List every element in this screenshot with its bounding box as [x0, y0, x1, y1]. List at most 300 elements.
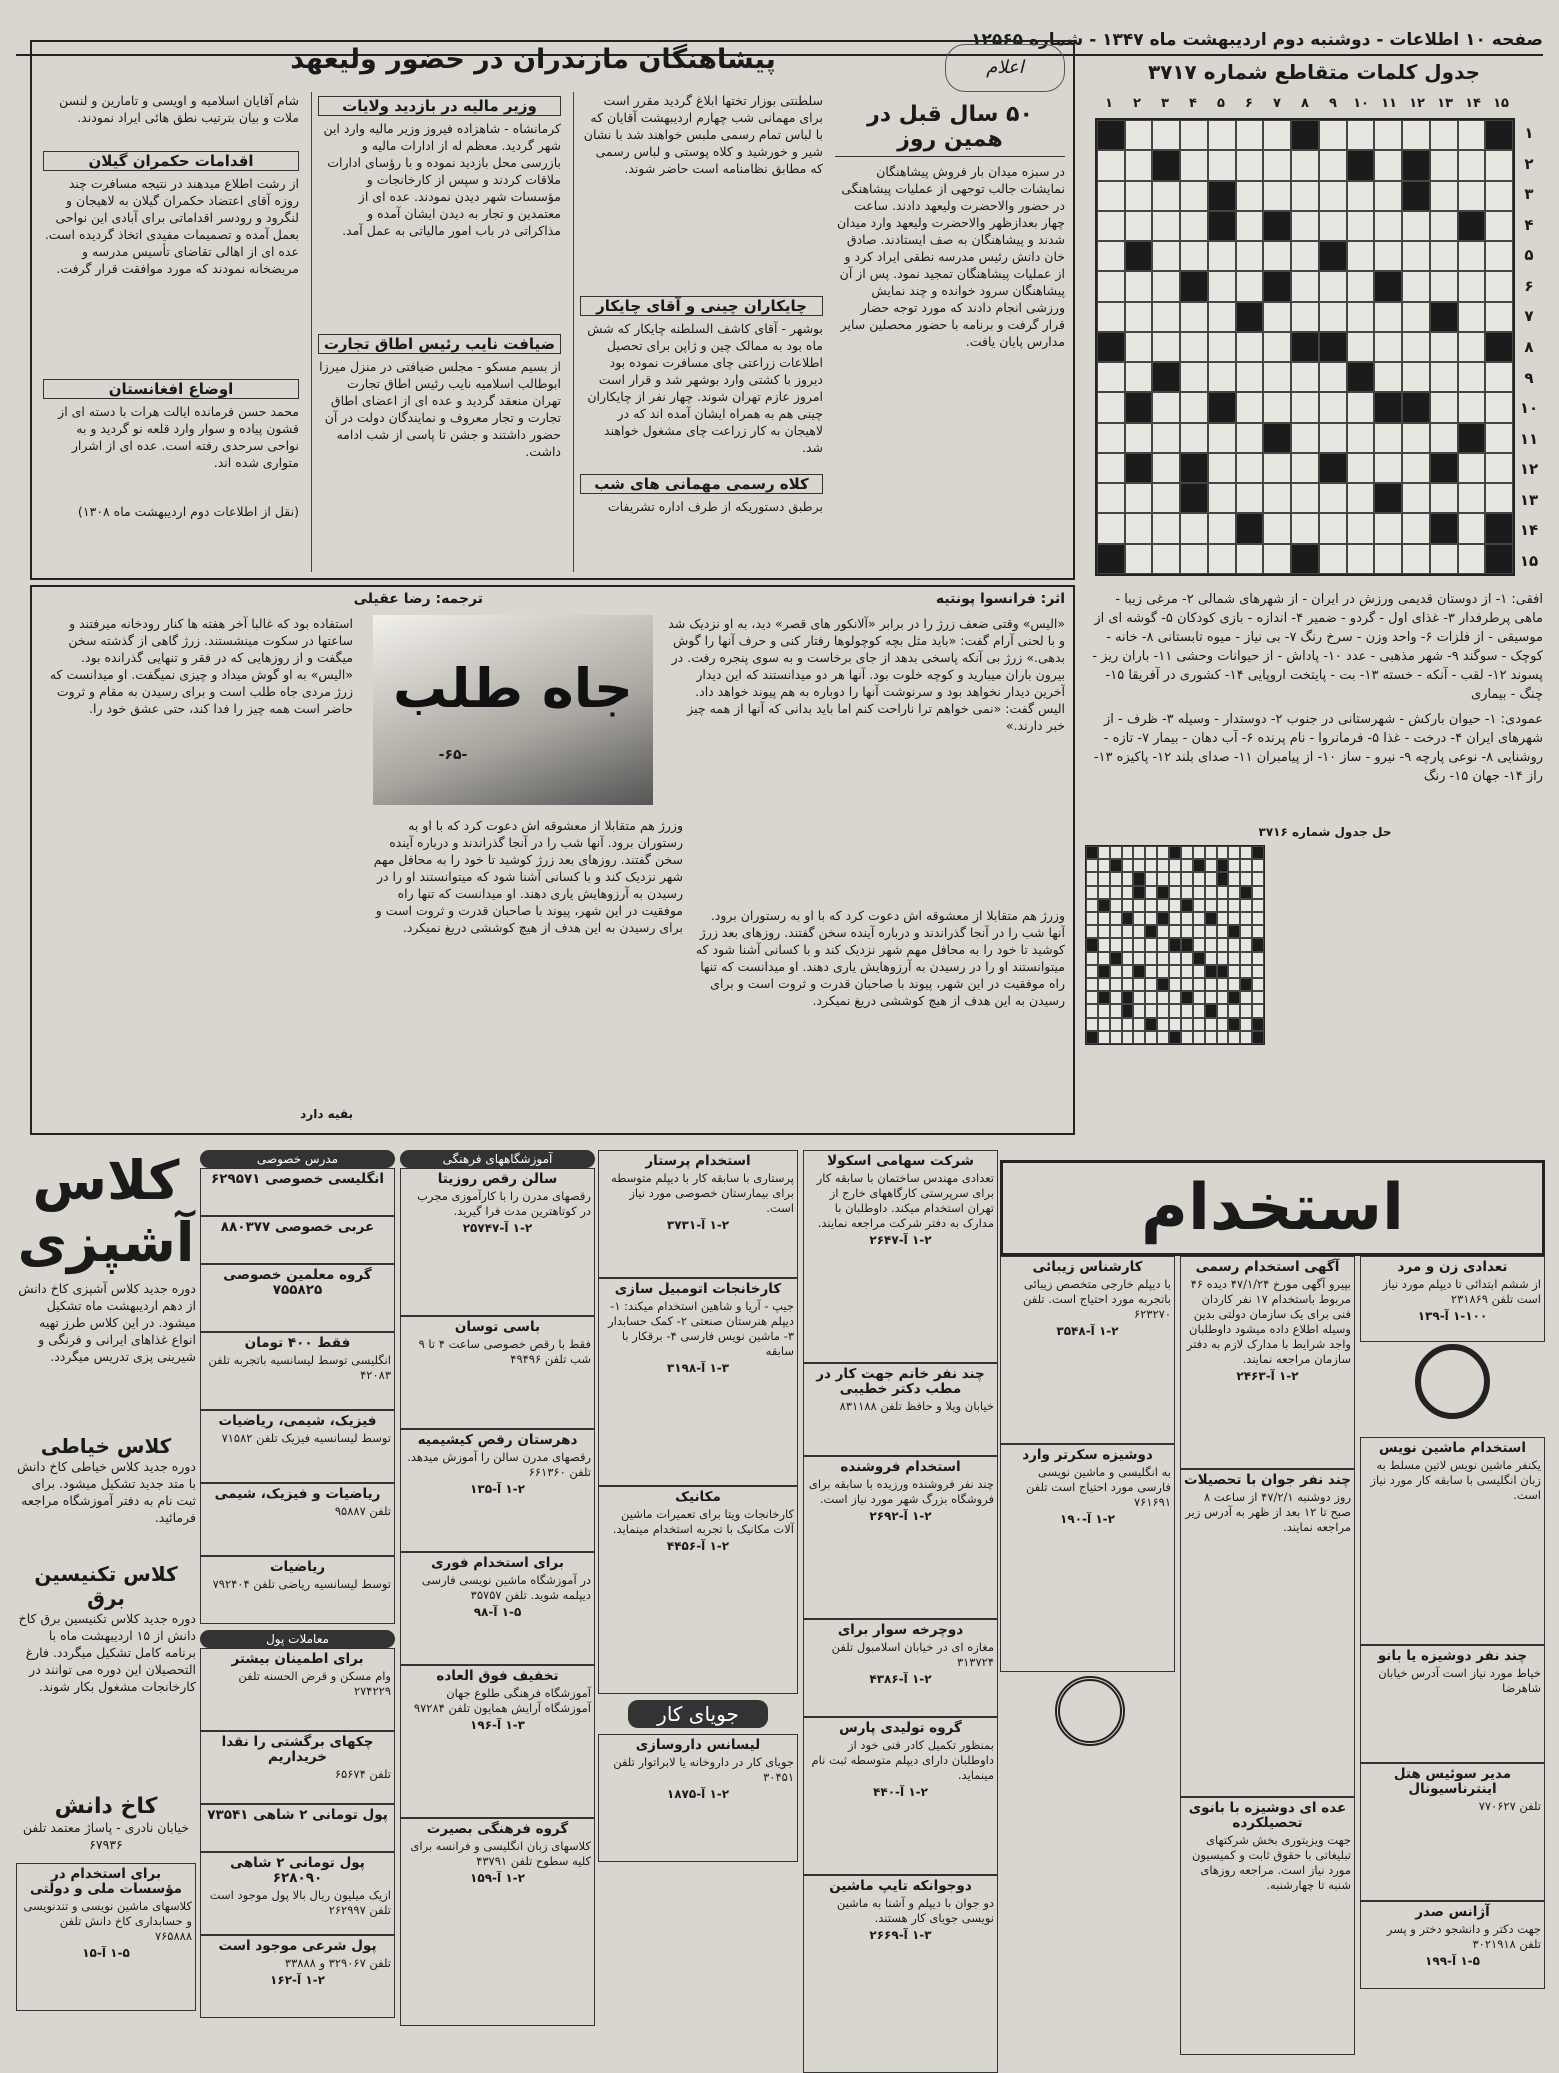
crossword-cell[interactable]	[1180, 211, 1208, 241]
crossword-cell[interactable]	[1208, 302, 1236, 332]
crossword-cell[interactable]	[1485, 181, 1513, 211]
crossword-cell[interactable]	[1097, 211, 1125, 241]
crossword-cell[interactable]	[1125, 181, 1153, 211]
ad-salesperson[interactable]	[803, 1456, 998, 1619]
crossword-cell[interactable]	[1458, 392, 1486, 422]
crossword-cell[interactable]	[1430, 150, 1458, 180]
crossword-cell[interactable]	[1208, 483, 1236, 513]
crossword-cell[interactable]	[1485, 150, 1513, 180]
crossword-cell[interactable]	[1097, 241, 1125, 271]
crossword-cell[interactable]	[1152, 271, 1180, 301]
crossword-cell[interactable]	[1430, 241, 1458, 271]
crossword-cell[interactable]	[1291, 302, 1319, 332]
organization-seal-icon	[1055, 1676, 1125, 1746]
crossword-cell[interactable]	[1263, 544, 1291, 574]
crossword-cell[interactable]	[1097, 423, 1125, 453]
crossword-cell[interactable]	[1374, 332, 1402, 362]
crossword-col-number: ۷	[1273, 96, 1281, 111]
crossword-black-cell	[1086, 1031, 1098, 1044]
crossword-cell	[1228, 912, 1240, 925]
crossword-cell[interactable]	[1180, 241, 1208, 271]
crossword-cell[interactable]	[1097, 483, 1125, 513]
crossword-cell	[1098, 1018, 1110, 1031]
crossword-cell[interactable]	[1374, 211, 1402, 241]
crossword-black-cell	[1347, 150, 1375, 180]
crossword-cell	[1122, 925, 1134, 938]
crossword-cell[interactable]	[1319, 302, 1347, 332]
crossword-cell[interactable]	[1125, 302, 1153, 332]
crossword-cell[interactable]	[1125, 513, 1153, 543]
crossword-cell[interactable]	[1263, 150, 1291, 180]
crossword-cell[interactable]	[1347, 302, 1375, 332]
school-address: خیابان نادری - پاساژ معتمد تلفن ۶۷۹۳۶	[22, 1820, 190, 1852]
news-3-body-2: محمد حسن فرمانده ایالت هرات با دسته ای از قشون پیاده و سوار وارد قلعه نو گردید و به نواحی سرحدی رفته است. عده ای از اشرار متواری شده اند.	[58, 404, 299, 470]
ad-dance-school[interactable]	[400, 1429, 595, 1552]
crossword-cell[interactable]	[1125, 332, 1153, 362]
crossword-cell[interactable]	[1152, 392, 1180, 422]
ad-discount[interactable]	[400, 1665, 595, 1818]
ad-mechanic[interactable]	[598, 1486, 798, 1694]
ad-typist[interactable]	[1360, 1437, 1545, 1645]
ad-title: استخدام فروشنده	[840, 1459, 961, 1475]
crossword-cell[interactable]	[1152, 544, 1180, 574]
crossword-cell	[1217, 938, 1229, 951]
crossword-cell[interactable]	[1374, 453, 1402, 483]
crossword-cell[interactable]	[1430, 181, 1458, 211]
ad-ref: ۱-۳ آ-۱۹۶	[470, 1718, 525, 1732]
crossword-cell[interactable]	[1347, 332, 1375, 362]
crossword-cell[interactable]	[1347, 241, 1375, 271]
crossword-cell[interactable]	[1402, 423, 1430, 453]
news-1-body-2: برطبق دستوریکه از طرف اداره تشریفات	[607, 499, 823, 514]
crossword-cell	[1098, 925, 1110, 938]
crossword-cell[interactable]	[1347, 483, 1375, 513]
ad-title: فقط ۴۰۰ تومان	[244, 1335, 351, 1351]
crossword-cell[interactable]	[1485, 302, 1513, 332]
story-translator: ترجمه: رضا عقیلی	[353, 591, 483, 607]
crossword-cell[interactable]	[1236, 211, 1264, 241]
ad-english-private[interactable]	[200, 1168, 395, 1216]
ad-body: جویای کار در داروخانه یا لابراتوار تلفن ۳۰۴۵۱	[613, 1755, 794, 1784]
crossword-cell[interactable]	[1430, 120, 1458, 150]
crossword-cell[interactable]	[1374, 150, 1402, 180]
crossword-cell[interactable]	[1402, 211, 1430, 241]
crossword-cell[interactable]	[1236, 181, 1264, 211]
ad-doctor-office[interactable]	[803, 1363, 998, 1456]
crossword-cell[interactable]	[1180, 120, 1208, 150]
crossword-cell	[1240, 1004, 1252, 1017]
crossword-cell[interactable]	[1125, 483, 1153, 513]
crossword-cell[interactable]	[1236, 544, 1264, 574]
crossword-cell[interactable]	[1097, 181, 1125, 211]
crossword-cell[interactable]	[1263, 120, 1291, 150]
crossword-cell[interactable]	[1458, 483, 1486, 513]
crossword-cell	[1228, 872, 1240, 885]
crossword-cell[interactable]	[1263, 332, 1291, 362]
crossword-cell[interactable]	[1430, 332, 1458, 362]
ad-tailor[interactable]	[1360, 1645, 1545, 1763]
ad-ref: ۱-۵ آ-۹۸	[473, 1605, 522, 1619]
crossword-cell[interactable]	[1263, 513, 1291, 543]
crossword-cell[interactable]	[1374, 423, 1402, 453]
crossword-cell[interactable]	[1402, 241, 1430, 271]
crossword-cell	[1181, 912, 1193, 925]
crossword-cell[interactable]	[1097, 302, 1125, 332]
ad-typists[interactable]	[803, 1875, 998, 2073]
crossword-cell[interactable]	[1152, 211, 1180, 241]
crossword-cell[interactable]	[1319, 544, 1347, 574]
crossword-cell[interactable]	[1152, 423, 1180, 453]
crossword-cell[interactable]	[1485, 453, 1513, 483]
crossword-cell[interactable]	[1430, 392, 1458, 422]
crossword-cell[interactable]	[1319, 392, 1347, 422]
crossword-cell[interactable]	[1319, 423, 1347, 453]
crossword-cell[interactable]	[1347, 453, 1375, 483]
crossword-cell[interactable]	[1208, 241, 1236, 271]
crossword-cell[interactable]	[1125, 150, 1153, 180]
crossword-cell[interactable]	[1402, 362, 1430, 392]
crossword-cell[interactable]	[1374, 544, 1402, 574]
crossword-cell[interactable]	[1208, 453, 1236, 483]
crossword-cell[interactable]	[1430, 544, 1458, 574]
crossword-cell[interactable]	[1097, 271, 1125, 301]
crossword-cell	[1145, 991, 1157, 1004]
crossword-cell[interactable]	[1097, 392, 1125, 422]
crossword-cell[interactable]	[1291, 453, 1319, 483]
crossword-cell[interactable]	[1263, 241, 1291, 271]
crossword-cell	[1228, 938, 1240, 951]
crossword-cell[interactable]	[1236, 423, 1264, 453]
crossword-cell[interactable]	[1263, 362, 1291, 392]
page-label: صفحه ۱۰ اطلاعات - دوشنبه دوم اردیبهشت ماه ۱۳۴۷ - شماره ۱۲۵۶۵	[971, 30, 1543, 50]
crossword-black-cell	[1291, 120, 1319, 150]
crossword-cell[interactable]	[1319, 362, 1347, 392]
crossword-cell[interactable]	[1430, 423, 1458, 453]
ad-body: خیابان ویلا و حافظ تلفن ۸۳۱۱۸۸	[839, 1399, 994, 1413]
crossword-cell	[1110, 978, 1122, 991]
crossword-cell[interactable]	[1458, 362, 1486, 392]
crossword-cell[interactable]	[1319, 483, 1347, 513]
crossword-cell[interactable]	[1458, 302, 1486, 332]
crossword-black-cell	[1181, 991, 1193, 1004]
crossword-cell[interactable]	[1097, 150, 1125, 180]
crossword-cell[interactable]	[1402, 483, 1430, 513]
crossword-cell[interactable]	[1236, 453, 1264, 483]
ad-young-women[interactable]	[1180, 1797, 1355, 2055]
crossword-cell[interactable]	[1263, 181, 1291, 211]
crossword-col-numbers	[1095, 96, 1515, 114]
story-column-1: «الیس» وقتی ضعف زرژ را در برابر «آلانکور های قصر» دید، به او نزدیک شد و با لحنی آرام گفت: «باید مثل بچه کوچولوها رفتار کنی و حرف آنها را گوش بدهی.» زرژ بی آنکه پاسخی بدهد از جای برخاست و به سوی پنجره رفت. در بیرون باران میبارید و کوچه خلوت بود. آنها هر دو میدانستند که این دیدار آخرین دیدار نخواهد بود و سرنوشت آنها را دوباره به هم پیوند خواهد داد. الیس گفت: «نمی خواهم ترا ناراحت کنم اما باید بدانی که آنها از همه چیز خبر دارند.»	[668, 616, 1065, 733]
cooking-class-column	[16, 1150, 196, 2040]
crossword-cell[interactable]	[1291, 150, 1319, 180]
crossword-cell[interactable]	[1152, 120, 1180, 150]
crossword-cell[interactable]	[1263, 453, 1291, 483]
crossword-cell	[1122, 965, 1134, 978]
ad-math-physics[interactable]	[200, 1483, 395, 1556]
crossword-cell[interactable]	[1125, 120, 1153, 150]
ad-dance-rosita[interactable]	[400, 1168, 595, 1316]
crossword-cell[interactable]	[1263, 392, 1291, 422]
crossword-cell[interactable]	[1291, 211, 1319, 241]
news-1-headline-2: کلاه رسمی مهمانی های شب	[580, 474, 823, 494]
crossword-cell[interactable]	[1347, 211, 1375, 241]
ad-physics-chem-math[interactable]	[200, 1410, 395, 1483]
crossword-cell[interactable]	[1458, 120, 1486, 150]
ad-body: رقصهای مدرن را با کارآموزی مجرب در کوتاهترین مدت فرا گیرید.	[417, 1189, 591, 1218]
crossword-cell[interactable]	[1180, 392, 1208, 422]
crossword-cell	[1133, 925, 1145, 938]
crossword-black-cell	[1205, 912, 1217, 925]
ad-body: وام مسکن و قرض الحسنه تلفن ۲۷۴۲۲۹	[238, 1669, 391, 1698]
ad-mathematics[interactable]	[200, 1556, 395, 1624]
crossword-cell[interactable]	[1402, 302, 1430, 332]
crossword-black-cell	[1097, 544, 1125, 574]
crossword-cell	[1240, 965, 1252, 978]
crossword-cell[interactable]	[1458, 544, 1486, 574]
crossword-cell[interactable]	[1208, 150, 1236, 180]
crossword-cell[interactable]	[1374, 362, 1402, 392]
crossword-black-cell	[1217, 872, 1229, 885]
crossword-black-cell	[1122, 1004, 1134, 1017]
crossword-cell[interactable]	[1208, 362, 1236, 392]
crossword-cell[interactable]	[1236, 150, 1264, 180]
crossword-cell[interactable]	[1180, 362, 1208, 392]
crossword-cell	[1145, 952, 1157, 965]
crossword-cell[interactable]	[1125, 423, 1153, 453]
crossword-cell[interactable]	[1152, 302, 1180, 332]
crossword-cell	[1240, 859, 1252, 872]
ad-skoda[interactable]	[803, 1150, 998, 1363]
crossword-cell[interactable]	[1458, 453, 1486, 483]
crossword-cell[interactable]	[1236, 392, 1264, 422]
crossword-cell[interactable]	[1458, 181, 1486, 211]
crossword-cell[interactable]	[1347, 181, 1375, 211]
crossword-cell[interactable]	[1180, 150, 1208, 180]
fifty-years-title: ۵۰ سال قبل در همین روز	[835, 102, 1065, 157]
crossword-cell[interactable]	[1291, 483, 1319, 513]
crossword-cell[interactable]	[1208, 544, 1236, 574]
ad-money-3[interactable]	[200, 1804, 395, 1852]
crossword-cell[interactable]	[1402, 271, 1430, 301]
ad-body: دو جوان با دیپلم و آشنا به ماشین نویسی جویای کار هستند.	[836, 1896, 994, 1925]
ad-nurse[interactable]	[598, 1150, 798, 1278]
crossword-cell[interactable]	[1347, 423, 1375, 453]
crossword-cell	[1086, 978, 1098, 991]
ad-young-educated[interactable]	[1180, 1469, 1355, 1797]
ad-400-toman[interactable]	[200, 1332, 395, 1410]
crossword-black-cell	[1240, 978, 1252, 991]
ad-title: چند نفر جوان با تحصیلات	[1184, 1472, 1351, 1488]
crossword-cell[interactable]	[1430, 211, 1458, 241]
crossword-col-number: ۸	[1301, 96, 1309, 111]
crossword-cell[interactable]	[1430, 271, 1458, 301]
ad-hotel[interactable]	[1360, 1763, 1545, 1901]
crossword-cell[interactable]	[1402, 453, 1430, 483]
crossword-cell	[1193, 991, 1205, 1004]
crossword-cell[interactable]	[1180, 302, 1208, 332]
crossword-cell[interactable]	[1236, 483, 1264, 513]
crossword-cell	[1240, 872, 1252, 885]
crossword-cell[interactable]	[1152, 181, 1180, 211]
crossword-cell[interactable]	[1152, 332, 1180, 362]
crossword-cell[interactable]	[1152, 513, 1180, 543]
crossword-cell[interactable]	[1402, 544, 1430, 574]
crossword-cell[interactable]	[1347, 392, 1375, 422]
crossword-cell[interactable]	[1458, 271, 1486, 301]
ad-men-women[interactable]	[1360, 1256, 1545, 1342]
crossword-cell[interactable]	[1125, 271, 1153, 301]
ad-title: گروه تولیدی پارس	[839, 1720, 962, 1736]
crossword-cell[interactable]	[1208, 513, 1236, 543]
crossword-cell[interactable]	[1374, 513, 1402, 543]
crossword-cell	[1086, 965, 1098, 978]
crossword-cell[interactable]	[1347, 271, 1375, 301]
crossword-cell[interactable]	[1152, 241, 1180, 271]
crossword-cell	[1086, 912, 1098, 925]
crossword-cell[interactable]	[1430, 483, 1458, 513]
ad-title: دوجوانکه تایپ ماشین	[829, 1878, 972, 1894]
ad-car-factory[interactable]	[598, 1278, 798, 1486]
crossword-cell[interactable]	[1319, 150, 1347, 180]
crossword-cell[interactable]	[1374, 241, 1402, 271]
ad-arabic-private[interactable]	[200, 1216, 395, 1264]
crossword-cell[interactable]	[1097, 453, 1125, 483]
crossword-cell[interactable]	[1291, 423, 1319, 453]
crossword-cell[interactable]	[1125, 362, 1153, 392]
crossword-cell[interactable]	[1180, 332, 1208, 362]
ad-pharmacy-graduate[interactable]	[598, 1734, 798, 1862]
ad-pars-group[interactable]	[803, 1717, 998, 1875]
crossword-black-cell	[1169, 938, 1181, 951]
crossword-cell[interactable]	[1236, 362, 1264, 392]
crossword-cell[interactable]	[1097, 513, 1125, 543]
ad-official-employment[interactable]	[1180, 1256, 1355, 1469]
ad-money-2[interactable]	[200, 1731, 395, 1804]
crossword-cell	[1157, 872, 1169, 885]
crossword-cell[interactable]	[1485, 241, 1513, 271]
ad-money-1[interactable]	[200, 1648, 395, 1731]
crossword-cell[interactable]	[1319, 211, 1347, 241]
crossword-cell[interactable]	[1180, 513, 1208, 543]
crossword-cell[interactable]	[1291, 362, 1319, 392]
crossword-cell[interactable]	[1374, 181, 1402, 211]
crossword-cell[interactable]	[1430, 362, 1458, 392]
crossword-cell[interactable]	[1208, 332, 1236, 362]
crossword-cell[interactable]	[1236, 241, 1264, 271]
ad-secretary[interactable]	[1000, 1444, 1175, 1672]
crossword-cell[interactable]	[1319, 513, 1347, 543]
crossword-cell[interactable]	[1180, 423, 1208, 453]
crossword-cell	[1145, 886, 1157, 899]
crossword-cell[interactable]	[1485, 392, 1513, 422]
news-column-3	[39, 92, 299, 572]
crossword-black-cell	[1193, 859, 1205, 872]
crossword-cell	[1098, 912, 1110, 925]
crossword-cell[interactable]	[1291, 271, 1319, 301]
crossword-cell[interactable]	[1097, 362, 1125, 392]
crossword-grid[interactable]	[1095, 118, 1515, 576]
crossword-cell[interactable]	[1180, 181, 1208, 211]
crossword-cell[interactable]	[1152, 453, 1180, 483]
crossword-cell	[1181, 978, 1193, 991]
crossword-cell[interactable]	[1125, 544, 1153, 574]
ad-employment-institutions[interactable]	[16, 1863, 196, 2011]
crossword-black-cell	[1133, 965, 1145, 978]
ad-dance-toman[interactable]	[400, 1316, 595, 1429]
crossword-cell[interactable]	[1208, 271, 1236, 301]
crossword-cell	[1169, 965, 1181, 978]
crossword-cell[interactable]	[1263, 302, 1291, 332]
crossword-cell[interactable]	[1236, 271, 1264, 301]
crossword-cell[interactable]	[1291, 241, 1319, 271]
crossword-cell[interactable]	[1485, 362, 1513, 392]
crossword-cell[interactable]	[1374, 120, 1402, 150]
crossword-cell[interactable]	[1263, 483, 1291, 513]
ad-agency[interactable]	[1360, 1901, 1545, 1989]
crossword-cell	[1157, 991, 1169, 1004]
crossword-cell[interactable]	[1402, 332, 1430, 362]
crossword-cell[interactable]	[1125, 211, 1153, 241]
crossword-cell[interactable]	[1347, 120, 1375, 150]
crossword-cell[interactable]	[1236, 332, 1264, 362]
ad-private-teachers[interactable]	[200, 1264, 395, 1332]
crossword-cell[interactable]	[1152, 483, 1180, 513]
crossword-cell[interactable]	[1485, 211, 1513, 241]
ad-money-4[interactable]	[200, 1852, 395, 1935]
ad-basirat[interactable]	[400, 1818, 595, 2026]
crossword-cell[interactable]	[1319, 181, 1347, 211]
crossword-cell[interactable]	[1374, 302, 1402, 332]
ad-bicycle-courier[interactable]	[803, 1619, 998, 1717]
ad-body: جهت دکتر و دانشجو دختر و پسر تلفن ۳۰۲۱۹۱۸	[1386, 1922, 1541, 1951]
crossword-cell[interactable]	[1458, 513, 1486, 543]
ad-urgent-employment[interactable]	[400, 1552, 595, 1665]
crossword-cell[interactable]	[1208, 120, 1236, 150]
ad-beauty-expert[interactable]	[1000, 1256, 1175, 1444]
crossword-cell[interactable]	[1458, 241, 1486, 271]
crossword-cell[interactable]	[1347, 513, 1375, 543]
crossword-cell[interactable]	[1180, 544, 1208, 574]
crossword-cell[interactable]	[1319, 120, 1347, 150]
crossword-cell	[1122, 938, 1134, 951]
ad-ref: ۱-۲ آ-۱۵۹	[470, 1871, 525, 1885]
crossword-cell[interactable]	[1402, 120, 1430, 150]
crossword-cell	[1098, 1004, 1110, 1017]
crossword-cell[interactable]	[1458, 150, 1486, 180]
crossword-cell[interactable]	[1291, 392, 1319, 422]
crossword-cell[interactable]	[1291, 513, 1319, 543]
crossword-cell	[1228, 899, 1240, 912]
crossword-cell[interactable]	[1485, 423, 1513, 453]
crossword-cell[interactable]	[1485, 483, 1513, 513]
crossword-cell	[1145, 965, 1157, 978]
middle-ads-col-1	[803, 1150, 998, 2040]
ad-money-5[interactable]	[200, 1935, 395, 2018]
crossword-cell[interactable]	[1347, 544, 1375, 574]
crossword-cell[interactable]	[1485, 271, 1513, 301]
crossword-black-cell	[1193, 952, 1205, 965]
crossword-cell[interactable]	[1458, 332, 1486, 362]
crossword-black-cell	[1319, 453, 1347, 483]
crossword-cell[interactable]	[1402, 513, 1430, 543]
crossword-black-cell	[1430, 513, 1458, 543]
crossword-cell	[1252, 952, 1264, 965]
crossword-cell[interactable]	[1319, 271, 1347, 301]
crossword-cell[interactable]	[1208, 423, 1236, 453]
crossword-cell[interactable]	[1236, 120, 1264, 150]
crossword-cell	[1133, 938, 1145, 951]
crossword-cell[interactable]	[1291, 181, 1319, 211]
